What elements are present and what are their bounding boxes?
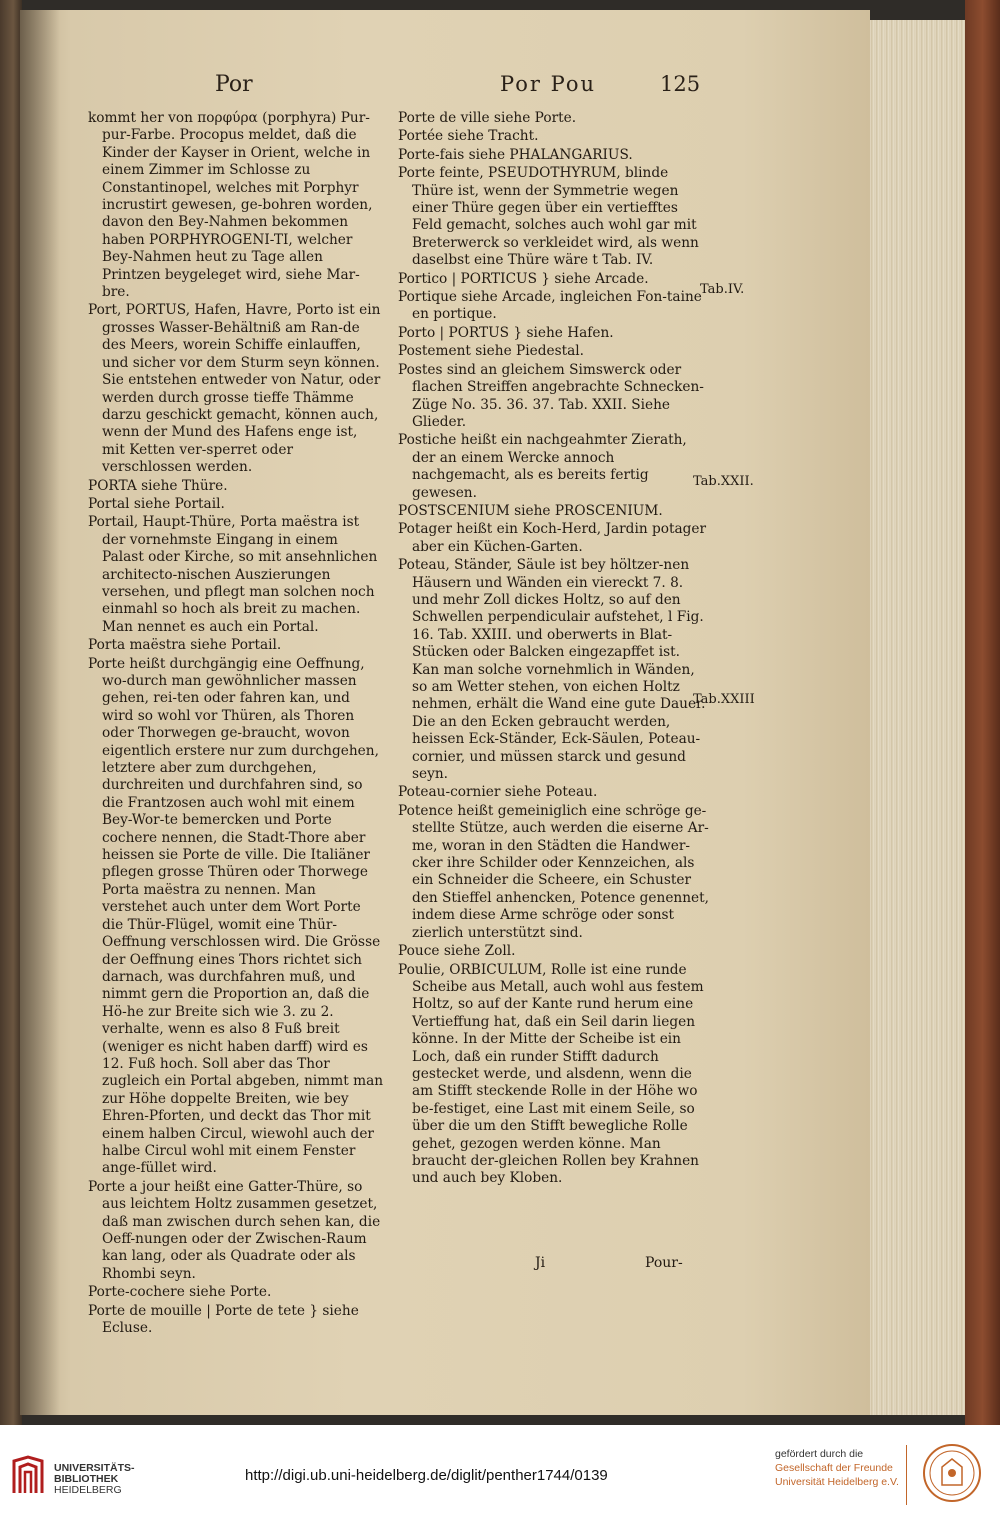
library-line-2: BIBLIOTHEK (54, 1473, 119, 1485)
entry-poteau-cornier: Poteau-cornier siehe Poteau. (398, 784, 598, 801)
page-number: 125 (660, 72, 701, 96)
entry-portique: Portique siehe Arcade, ingleichen Fon-taine en portique. (398, 289, 702, 323)
entry-porte-cochere: Porte-cochere siehe Porte. (88, 1284, 272, 1301)
entry-pouce: Pouce siehe Zoll. (398, 943, 516, 960)
sponsor-org-line-1: Gesellschaft der Freunde (775, 1462, 893, 1474)
book-cover-right (965, 0, 1000, 1425)
permalink-url[interactable]: http://digi.ub.uni-heidelberg.de/diglit/penther1744/0139 (245, 1467, 608, 1484)
left-column (88, 110, 384, 1338)
entry-potence: Potence heißt gemeiniglich eine schröge ge-stellte Stütze, auch werden die eiserne Ar-me, woran in den Städten die Handwer-cker ihre Schilder oder Kennzeichen, als ein Schneider die Scheere, ein Schuster den Stieffel anhencken, Potence genennet, indem diese Arme schröge oder sonst zierlich unterstützt sind. (398, 802, 710, 941)
university-seal-icon[interactable] (922, 1443, 982, 1503)
entry-postiche: Postiche heißt ein nachgeahmter Zierath, der an einem Wercke annoch nachgemacht, als es bereits fertig gewesen. (398, 432, 687, 501)
entry-poteau: Poteau, Ständer, Säule ist bey höltzer-nen Häusern und Wänden ein viereckt 7. 8. und mehr Zoll dickes Holtz, so auf den Schwellen perpendiculair aufstehet, l Fig. 16. Tab. XXIII. und oberwerts in Blat-Stücken oder Balcken eingezapffet ist. Kan man solche vornehmlich in Wänden, so am Wetter stehen, von eichen Holtz nehmen, erhält die Wand eine gute Dauer. Die an den Ecken gebraucht werden, heissen Eck-Ständer, Eck-Säulen, Poteau-cornier, und müssen starck und gesund seyn. (398, 557, 706, 783)
footer-divider (906, 1445, 907, 1505)
entry-potager: Potager heißt ein Koch-Herd, Jardin potager aber ein Küchen-Garten. (398, 521, 707, 555)
university-library-logo-icon[interactable] (10, 1455, 46, 1495)
entry-portee: Portée siehe Tracht. (398, 128, 539, 145)
margin-ref-tab-iv: Tab.IV. (700, 282, 745, 297)
entry-porte-de-ville: Porte de ville siehe Porte. (398, 110, 577, 126)
entry-porte-feinte: Porte feinte, PSEUDOTHYRUM, blinde Thüre ist, wenn der Symmetrie wegen einer Thüre gegen über ein vertiefftes Feld gemacht, solches auch wohl gar mit Breterwerck so verkleidet wird, als wenn daselbst eine Thüre wäre t Tab. IV. (398, 165, 699, 269)
book-cover-left (0, 0, 22, 1425)
right-column (398, 110, 710, 1189)
entry-porta-maestra: Porta maëstra siehe Portail. (88, 637, 282, 654)
entry-portail: Portail, Haupt-Thüre, Porta maëstra ist der vornehmste Eingang in einem Palast oder Kirche, so mit ansehnlichen architecto-nischen Auszierungen versehen, und pflegt man solchen noch einmahl so hoch als breit zu machen. Man nennet es auch ein Portal. (88, 514, 378, 635)
sponsor-org-line-2: Universität Heidelberg e.V. (775, 1476, 899, 1488)
entry-porta: PORTA siehe Thüre. (88, 477, 228, 494)
margin-ref-tab-xxiii: Tab.XXIII (693, 692, 755, 707)
gutter-shadow (20, 10, 60, 1415)
entry-postscenium: POSTSCENIUM siehe PROSCENIUM. (398, 502, 663, 519)
margin-ref-tab-xxii: Tab.XXII. (693, 474, 754, 489)
entry-porte: Porte heißt durchgängig eine Oeffnung, wo-durch man gewöhnlicher massen gehen, rei-ten oder fahren kan, und wird so wohl vor Thüren, als Thoren oder Thorwegen ge-braucht, wovon eigentlich erstere nur zum durchgehen, letztere aber zum durchgehen, durchreiten und durchfahren sind, so die Frantzosen auch wohl mit einem Bey-Wor-te bemercken und Porte cochere nennen, die Stadt-Thore aber heissen sie Porte de ville. Die Italiäner pflegen grosse Thüren oder Thorwege Porta maëstra zu nennen. Man verstehet auch unter dem Wort Porte die Thür-Flügel, womit eine Thür-Oeffnung verschlossen wird. Die Grösse der Oeffnung eines Thors richtet sich darnach, was durchfahren muß, und nimmt gern die Proportion an, daß die Hö-he zur Breite sich wie 3. zu 2. verhalte, wenn es also 8 Fuß breit (weniger es nicht haben darff) wird es 12. Fuß hoch. Soll aber das Thor zugleich ein Portal abgeben, nimmt man zur Höhe doppelte Breiten, wie bey Ehren-Pforten, und deckt das Thor mit einem halben Circul, wiewohl auch der halbe Circul wohl mit einem Fenster ange-füllet wird. (88, 655, 384, 1177)
entry-portico: Portico | PORTICUS } siehe Arcade. (398, 270, 649, 287)
signature-mark: Ji (535, 1255, 546, 1271)
page-edges (870, 20, 970, 1415)
running-head-left: Por (215, 72, 253, 97)
library-name[interactable] (54, 1463, 135, 1496)
entry-port: Port, PORTUS, Hafen, Havre, Porto ist ein grosses Wasser-Behältniß am Ran-de des Meers, worein Schiffe einlauffen, und sicher vor dem Sturm seyn können. Sie entstehen entweder von Natur, oder werden durch grosse tieffe Thämme darzu geschickt gemacht, können auch, wenn der Mund des Hafens enge ist, mit Ketten ver-sperret oder verschlossen werden. (88, 302, 381, 476)
sponsor-credit[interactable] (775, 1447, 899, 1489)
entry-porte-fais: Porte-fais siehe PHALANGARIUS. (398, 146, 633, 163)
entry-porte-de-mouille: Porte de mouille | Porte de tete } siehe Ecluse. (88, 1302, 359, 1337)
entry-porphyra: kommt her von πορφύρα (porphyra) Pur-pur-Farbe. Procopus meldet, daß die Kinder der Kayser in Orient, welche in einem Zimmer im Schlosse zu Constantinopel, welches mit Porphyr incrustirt gewesen, ge-bohren worden, davon den Bey-Nahmen bekommen haben PORPHYROGENI-TI, welcher Bey-Nahmen heut zu Tage allen Printzen beygeleget wird, siehe Mar-bre. (88, 110, 373, 301)
footer-bar (0, 1425, 1000, 1519)
library-line-1: UNIVERSITÄTS- (54, 1462, 135, 1474)
library-line-3: HEIDELBERG (54, 1484, 122, 1496)
entry-porto: Porto | PORTUS } siehe Hafen. (398, 324, 614, 341)
entry-porte-a-jour: Porte a jour heißt eine Gatter-Thüre, so aus leichtem Holtz zusammen gesetzet, daß man zwischen durch sehen kan, die Oeff-nungen oder der Zwischen-Raum kan lang, oder als Quadrate oder als Rhombi seyn. (88, 1178, 381, 1282)
sponsor-by: gefördert durch die (775, 1448, 864, 1460)
entry-postement: Postement siehe Piedestal. (398, 343, 584, 360)
catchword: Pour- (645, 1255, 683, 1271)
entry-postes: Postes sind an gleichem Simswerck oder flachen Streiffen angebrachte Schnecken-Züge No. 35. 36. 37. Tab. XXII. Siehe Glieder. (398, 361, 704, 430)
running-head-center: Por Pou (500, 72, 597, 96)
entry-poulie: Poulie, ORBICULUM, Rolle ist eine runde Scheibe aus Metall, auch wohl aus festem Holtz, so auf der Kante rund herum eine Vertieffung hat, daß ein Seil darin liegen könne. In der Mitte der Scheibe ist ein Loch, daß ein runder Stifft dadurch gestecket werde, und alsdenn, wenn die am Stifft steckende Rolle in der Höhe wo be-festiget, eine Last mit einem Seile, so über die um den Stifft bewegliche Rolle gehet, gezogen werden könne. Man braucht der-gleichen Rollen bey Krahnen und auch bey Kloben. (398, 961, 704, 1187)
entry-portal: Portal siehe Portail. (88, 495, 225, 512)
